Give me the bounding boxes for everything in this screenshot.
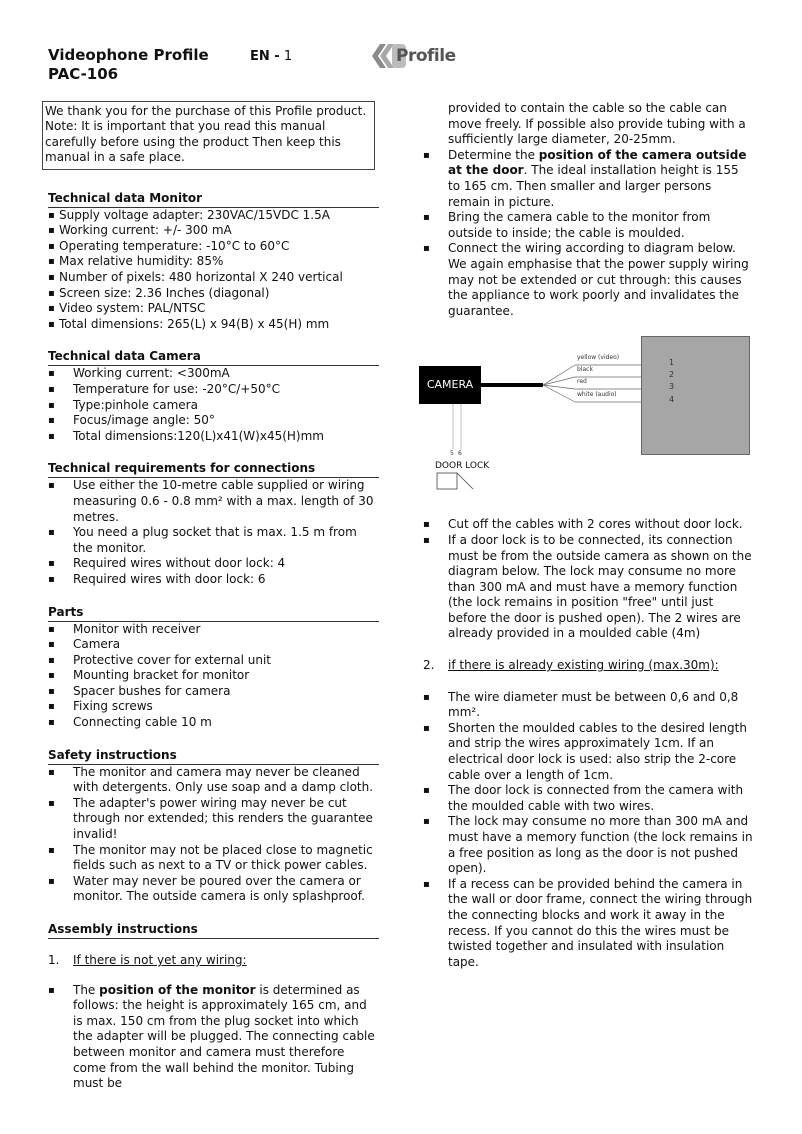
list-item: ▪ Protective cover for external unit [48,653,379,669]
safety-section-title: Safety instructions [48,748,379,765]
list-item: ▪ The lock may consume no more than 300 mA and must have a memory function (the lock remains in a free position as long as the door is not pushed open). [423,814,753,876]
camera-section-title: Technical data Camera [48,349,379,366]
camera-block: CAMERA [419,366,481,404]
assembly-step-1 [48,953,379,969]
camera-specs-list [48,366,379,444]
list-item: ▪ Number of pixels: 480 horizontal X 240 vertical [48,270,379,286]
list-item [48,983,379,1092]
list-item: ▪ Focus/image angle: 50° [48,413,379,429]
list-item: ▪ Type:pinhole camera [48,398,379,414]
list-item: ▪ You need a plug socket that is max. 1.5 m from the monitor. [48,525,379,556]
monitor-section-title: Technical data Monitor [48,191,379,208]
document-title: Videophone Profile [48,46,209,64]
list-item: ▪ Total dimensions:120(L)x41(W)x45(H)mm [48,429,379,445]
list-item: ▪ Operating temperature: -10°C to 60°C [48,239,379,255]
list-item: ▪ Max relative humidity: 85% [48,254,379,270]
item-text: . The ideal installation height is 155 to 165 cm. Then smaller and larger persons remain in picture. [448,163,739,209]
monitor-panel [641,336,750,455]
item-text: is determined as follows: the height is approximately 165 cm, and is max. 150 cm from the plug socket into which the adapter will be plugged. The connecting cable between monitor and camera must therefore come from the wall behind the monitor. Tubing must be [73,982,375,1091]
list-item: ▪ Working current: +/- 300 mA [48,223,379,239]
logo-text: Profile [396,46,456,66]
item-bold-text: position of the camera outside at the door [448,147,747,178]
right-column [423,101,753,970]
item-bold-text: position of the monitor [99,982,256,997]
parts-list [48,622,379,731]
pin-label: 6 [458,450,462,458]
wire-label: white (audio) [577,391,617,399]
assembly-step-2 [423,658,753,674]
wire-number: 3 [669,382,675,392]
list-item: ▪ Monitor with receiver [48,622,379,638]
list-item: ▪ Required wires without door lock: 4 [48,556,379,572]
list-item: ▪ Mounting bracket for monitor [48,668,379,684]
list-item: ▪ Working current: <300mA [48,366,379,382]
language-code: EN - [250,49,280,64]
monitor-specs-list [48,208,379,333]
connections-section-title: Technical requirements for connections [48,461,379,478]
step-number: 2. [423,658,435,673]
list-item: ▪ The adapter's power wiring may never be cut through nor extended; this renders the guarantee invalid! [48,796,379,843]
wire-label: red [577,378,587,386]
list-item: ▪ The monitor may not be placed close to magnetic fields such as next to a TV or thick power cables. [48,843,379,874]
list-item [423,241,753,319]
list-item [423,210,753,241]
item-text: The [73,982,100,997]
camera-position-list [423,148,753,320]
list-item: ▪ Cut off the cables with 2 cores without door lock. [423,517,753,533]
list-item: ▪ If a door lock is to be connected, its connection must be from the outside camera as shown on the diagram below. The lock may consume no more than 300 mA and must have a memory function (the lock remains in position "free" until just before the door is pushed open). The 2 wires are already provided in a moulded cable (4m) [423,533,753,642]
list-item: ▪ Connecting cable 10 m [48,715,379,731]
assembly-step-1-list [48,983,379,1092]
list-item: ▪ Supply voltage adapter: 230VAC/15VDC 1.5A [48,208,379,224]
continued-paragraph: provided to contain the cable so the cable can move freely. If possible also provide tubing with a sufficiently large diameter, 20-25mm. [448,101,746,147]
door-lock-list [423,517,753,642]
list-item: ▪ Fixing screws [48,699,379,715]
item-text: Connect the wiring according to diagram below. We again emphasise that the power supply wiring may not be extended or cut through: this causes the appliance to work poorly and invalidates the guarantee. [448,241,749,318]
step-label: If there is not yet any wiring: [73,953,247,967]
item-text: Determine the [448,147,539,162]
profile-logo [366,40,458,72]
list-item [423,148,753,210]
list-item: ▪ If a recess can be provided behind the camera in the wall or door frame, connect the wiring through the connecting blocks and work it away in the recess. If you cannot do this the wires must be twisted together and insulated with insulation tape. [423,877,753,971]
item-text: Bring the camera cable to the monitor from outside to inside; the cable is moulded. [448,210,711,240]
step-number: 1. [48,953,60,967]
list-item: ▪ Required wires with door lock: 6 [48,572,379,588]
page-indicator [250,49,292,64]
wire-number: 1 [669,358,675,368]
wiring-diagram [423,331,753,491]
list-item: ▪ Shorten the moulded cables to the desired length and strip the wires approximately 1cm. If an electrical door lock is used: also strip the 2-core cable over a length of 1cm. [423,721,753,783]
wire-number: 4 [669,395,675,405]
door-lock-icon [437,473,457,489]
left-column [45,101,379,1092]
existing-wiring-list [423,690,753,971]
list-item: ▪ Total dimensions: 265(L) x 94(B) x 45(H) mm [48,317,379,333]
list-item: ▪ Temperature for use: -20°C/+50°C [48,382,379,398]
list-item: ▪ Water may never be poured over the camera or monitor. The outside camera is only splashproof. [48,874,379,905]
parts-section-title: Parts [48,605,379,622]
list-item: ▪ Use either the 10-metre cable supplied or wiring measuring 0.6 - 0.8 mm² with a max. length of 30 metres. [48,478,379,525]
list-item: ▪ Video system: PAL/NTSC [48,301,379,317]
list-item: ▪ Spacer bushes for camera [48,684,379,700]
wire-label: yellow (video) [577,354,620,362]
connections-list [48,478,379,587]
list-item: ▪ The wire diameter must be between 0,6 and 0,8 mm². [423,690,753,721]
wire-number: 2 [669,370,675,380]
intro-box: We thank you for the purchase of this Profile product. Note: It is important that you read this manual carefully before using the product Then keep this manual in a safe place. [42,101,375,170]
step-label: if there is already existing wiring (max.30m): [448,658,719,673]
list-item: ▪ The monitor and camera may never be cleaned with detergents. Only use soap and a damp cloth. [48,765,379,796]
list-item: ▪ The door lock is connected from the camera with the moulded cable with two wires. [423,783,753,814]
list-item: ▪ Camera [48,637,379,653]
door-lock-label: DOOR LOCK [435,461,490,472]
page-number: 1 [283,49,293,64]
list-item: ▪ Screen size: 2.36 Inches (diagonal) [48,286,379,302]
pin-label: 5 [450,450,454,458]
assembly-section-title: Assembly instructions [48,922,379,939]
wire-label: black [577,366,593,374]
safety-list [48,765,379,905]
model-number: PAC-106 [48,65,119,83]
